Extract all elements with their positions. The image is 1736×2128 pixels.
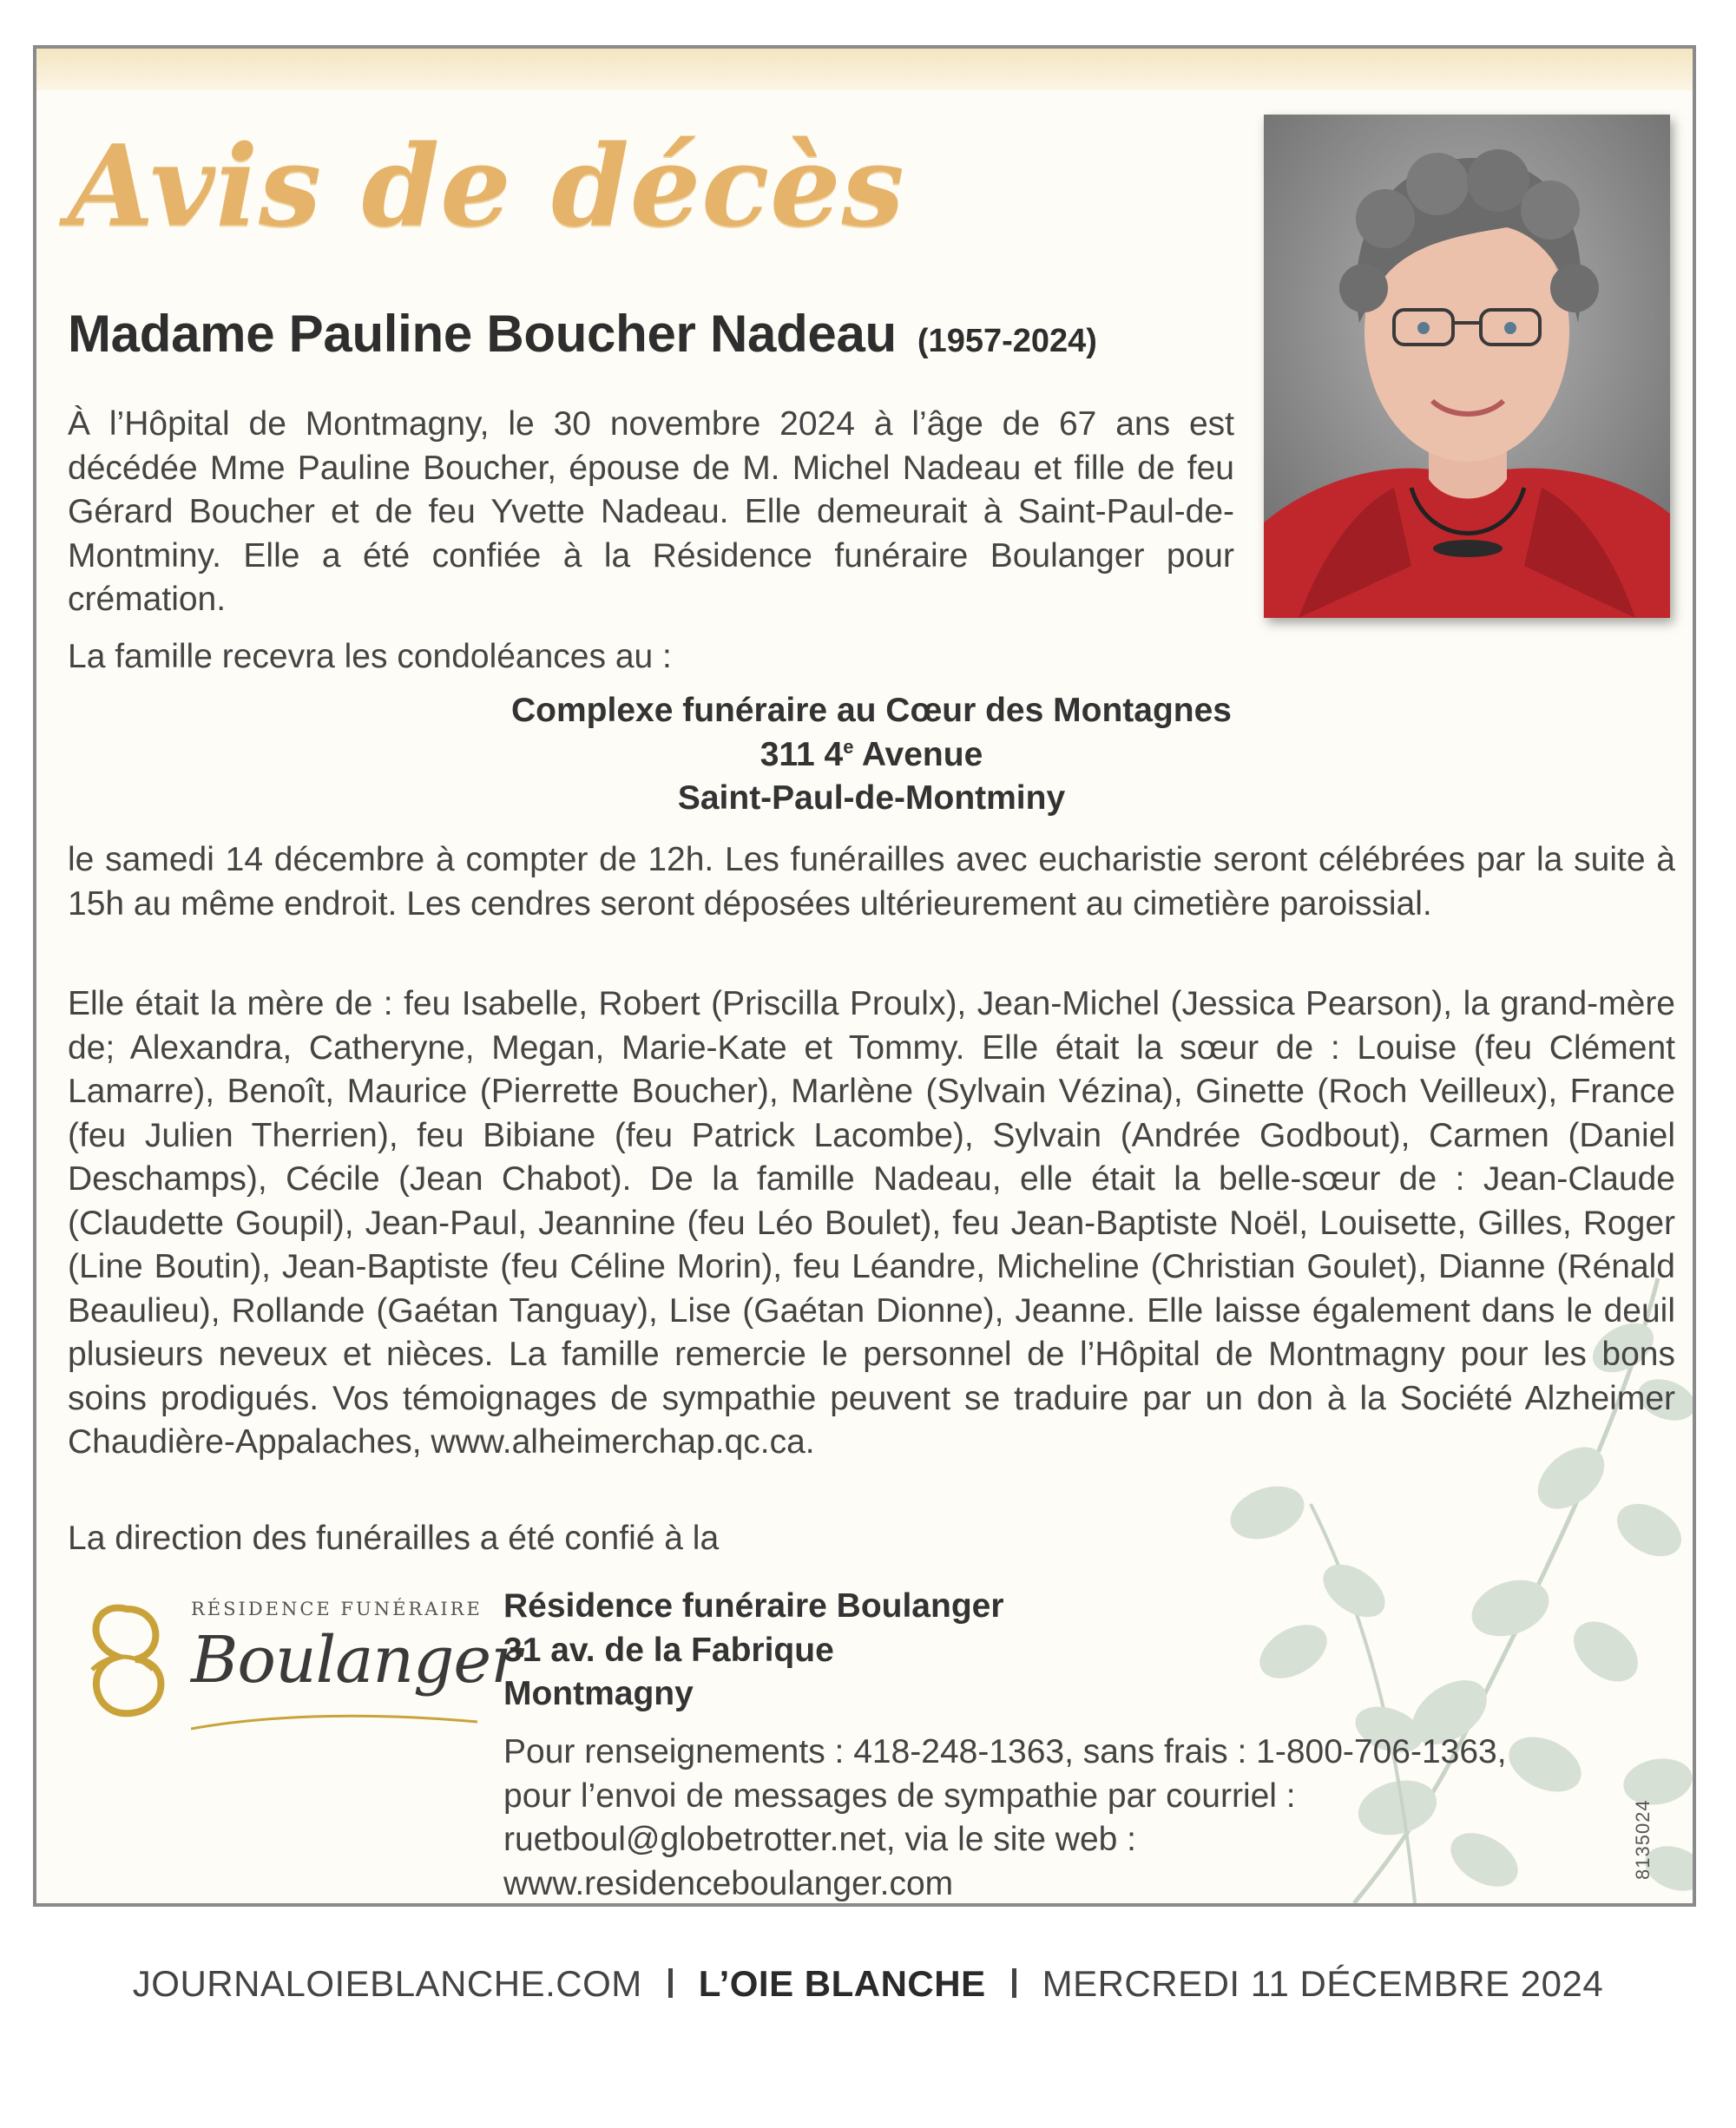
- deceased-name: Madame Pauline Boucher Nadeau: [68, 305, 897, 363]
- logo-caps-text: RÉSIDENCE FUNÉRAIRE: [191, 1599, 483, 1619]
- logo-script-text: Boulanger: [191, 1623, 521, 1698]
- footer-paper-name: L’OIE BLANCHE: [698, 1963, 986, 2004]
- direction-paragraph: La direction des funérailles a été confié à la: [68, 1520, 720, 1557]
- portrait-photo: [1264, 115, 1670, 618]
- obituary-notice: [33, 45, 1696, 1907]
- deceased-name-line: [68, 304, 1097, 364]
- funeral-home-address: 31 av. de la Fabrique: [503, 1631, 834, 1669]
- venue-name: Complexe funéraire au Cœur des Montagnes: [511, 692, 1232, 729]
- funeral-home-name: Résidence funéraire Boulanger: [503, 1587, 1004, 1625]
- condolences-paragraph: La famille recevra les condoléances au :: [68, 638, 672, 675]
- venue-address: 311 4e Avenue: [760, 735, 983, 773]
- venue-city: Saint-Paul-de-Montminy: [677, 779, 1066, 817]
- footer-date: MERCREDI 11 DÉCEMBRE 2024: [1042, 1963, 1604, 2004]
- funeral-home-logo: [75, 1580, 521, 1744]
- contact-email-line: ruetboul@globetrotter.net, via le site web :: [503, 1821, 1137, 1858]
- funeral-home-city: Montmagny: [503, 1675, 694, 1712]
- family-paragraph: Elle était la mère de : feu Isabelle, Robert (Priscilla Proulx), Jean-Michel (Jessica Pearson), la grand-mère de; Alexandra, Catheryne, Megan, Marie-Kate et Tommy. Elle était la sœur de : Louise (feu Clément Lamarre), Benoît, Maurice (Pierrette Boucher), Marlène (Sylvain Vézina), Ginette (Roch Veilleux), France (feu Julien Therrien), feu Bibiane (feu Patrick Lacombe), Sylvain (Andrée Godbout), Carmen (Daniel Deschamps), Cécile (Jean Chabot). De la famille Nadeau, elle était la belle-sœur de : Jean-Claude (Claudette Goupil), Jean-Paul, Jeannine (feu Léo Boulet), feu Jean-Baptiste Noël, Louisette, Gilles, Roger (Line Boutin), Jean-Baptiste (feu Céline Morin), feu Léandre, Micheline (Christian Goulet), Dianne (Rénald Beaulieu), Rollande (Gaétan Tanguay), Lise (Gaétan Dionne), Jeanne. Elle laisse également dans le deuil plusieurs neveux et nièces. La famille remercie le personnel de l’Hôpital de Montmagny pour les bons soins prodigués. Vos témoignages de sympathie peuvent se traduire par un don à la Société Alzheimer Chaudière-Appalaches, www.alheimerchap.qc.ca.: [68, 985, 1675, 1461]
- footer-separator: [1012, 1968, 1016, 1998]
- page-footer: [0, 1963, 1736, 2005]
- venue-block: [68, 689, 1675, 821]
- logo-emblem-icon: [75, 1592, 179, 1731]
- footer-site: JOURNALOIEBLANCHE.COM: [132, 1963, 642, 2004]
- footer-separator: [668, 1968, 673, 1998]
- notice-heading: Avis de décès: [68, 122, 905, 252]
- schedule-paragraph: le samedi 14 décembre à compter de 12h. Les funérailles avec eucharistie seront célébrées par la suite à 15h au même endroit. Les cendres seront déposées ultérieurement au cimetière paroissial.: [68, 841, 1675, 923]
- funeral-home-block: [503, 1585, 1004, 1717]
- contact-website: www.residenceboulanger.com: [503, 1864, 954, 1902]
- contact-email-intro: pour l’envoi de messages de sympathie par courriel :: [503, 1777, 1296, 1815]
- intro-paragraph: À l’Hôpital de Montmagny, le 30 novembre 2024 à l’âge de 67 ans est décédée Mme Pauline Boucher, épouse de M. Michel Nadeau et fille de feu Gérard Boucher et de feu Yvette Nadeau. Elle demeurait à Saint-Paul-de-Montminy. Elle a été confiée à la Résidence funéraire Boulanger pour crémation.: [68, 405, 1234, 618]
- ad-reference-number: 8135024: [1632, 1799, 1654, 1880]
- deceased-years: (1957-2024): [917, 323, 1097, 359]
- contact-phone-line: Pour renseignements : 418-248-1363, sans frais : 1-800-706-1363,: [503, 1733, 1507, 1770]
- contact-info: [503, 1731, 1667, 1906]
- logo-swash-icon: [191, 1710, 477, 1736]
- top-band: [36, 49, 1693, 90]
